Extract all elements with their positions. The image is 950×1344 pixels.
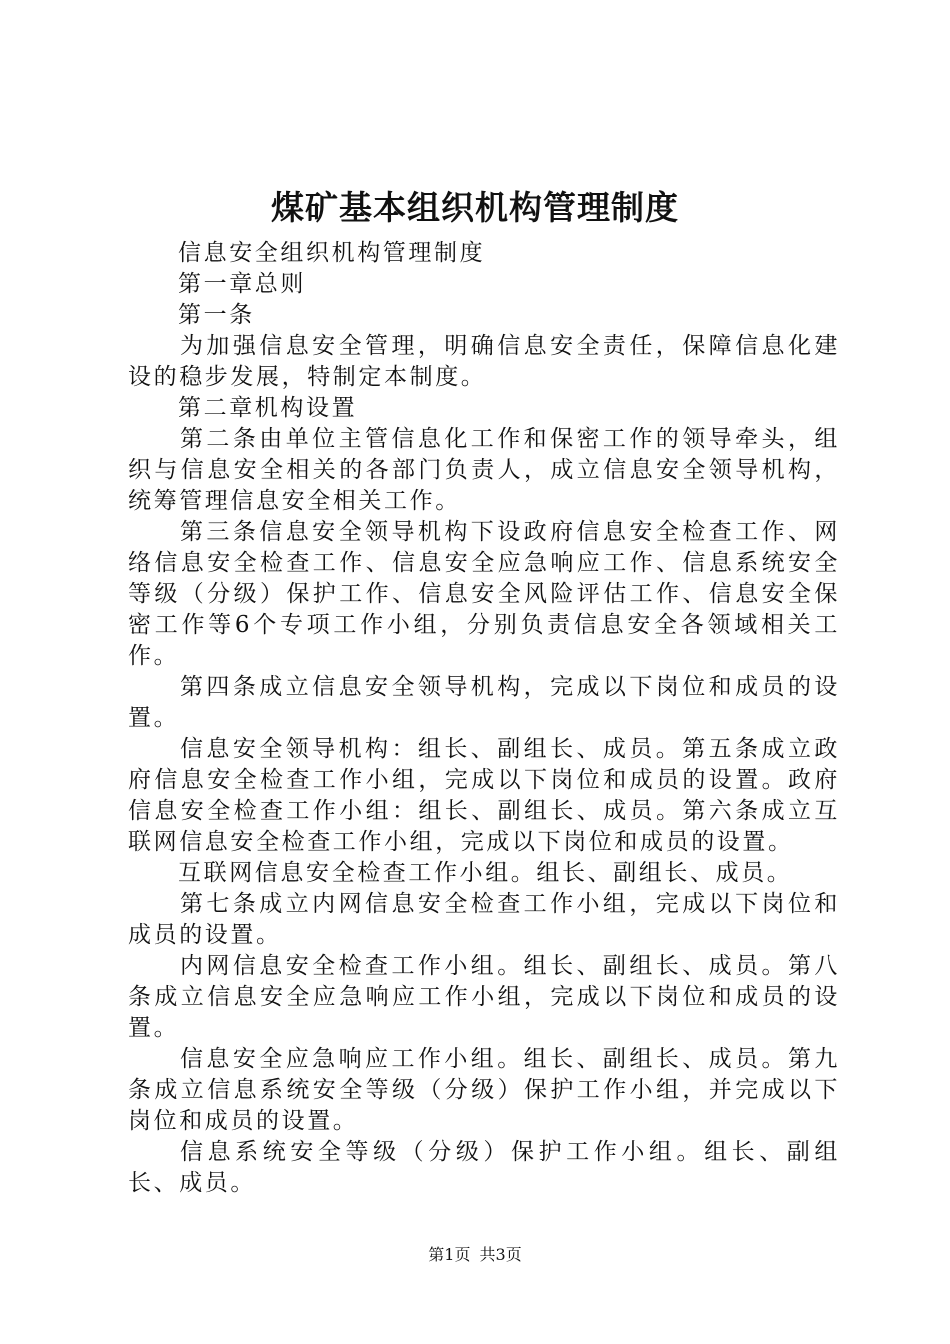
paragraph: 互联网信息安全检查工作小组。组长、副组长、成员。 (178, 860, 793, 886)
document-body (128, 238, 840, 1199)
page-footer (0, 1244, 950, 1266)
chapter-heading: 第二章机构设置 (178, 395, 358, 421)
paragraph: 信息安全应急响应工作小组。组长、副组长、成员。第九条成立信息系统安全等级（分级）保护工作小组，并完成以下岗位和成员的设置。 (128, 1046, 840, 1134)
chapter-heading: 第一章总则 (178, 271, 306, 297)
page-total: 共3页 (479, 1245, 522, 1264)
article-heading: 第一条 (178, 302, 255, 328)
page-number: 第1页 (428, 1245, 471, 1264)
paragraph: 第七条成立内网信息安全检查工作小组，完成以下岗位和成员的设置。 (128, 891, 840, 948)
document-title: 煤矿基本组织机构管理制度 (271, 188, 679, 227)
paragraph: 第二条由单位主管信息化工作和保密工作的领导牵头，组织与信息安全相关的各部门负责人，成立信息安全领导机构，统筹管理信息安全相关工作。 (128, 426, 840, 514)
paragraph: 内网信息安全检查工作小组。组长、副组长、成员。第八条成立信息安全应急响应工作小组，完成以下岗位和成员的设置。 (128, 953, 840, 1041)
paragraph: 第三条信息安全领导机构下设政府信息安全检查工作、网络信息安全检查工作、信息安全应急响应工作、信息系统安全等级（分级）保护工作、信息安全风险评估工作、信息安全保密工作等6个专项工作小组，分别负责信息安全各领域相关工作。 (128, 519, 840, 669)
paragraph: 信息系统安全等级（分级）保护工作小组。组长、副组长、成员。 (128, 1139, 840, 1196)
paragraph: 信息安全领导机构：组长、副组长、成员。第五条成立政府信息安全检查工作小组，完成以下岗位和成员的设置。政府信息安全检查工作小组：组长、副组长、成员。第六条成立互联网信息安全检查工作小组，完成以下岗位和成员的设置。 (128, 736, 840, 855)
paragraph: 第四条成立信息安全领导机构，完成以下岗位和成员的设置。 (128, 674, 840, 731)
paragraph: 为加强信息安全管理，明确信息安全责任，保障信息化建设的稳步发展，特制定本制度。 (128, 333, 840, 390)
paragraph-heading: 信息安全组织机构管理制度 (178, 240, 486, 266)
